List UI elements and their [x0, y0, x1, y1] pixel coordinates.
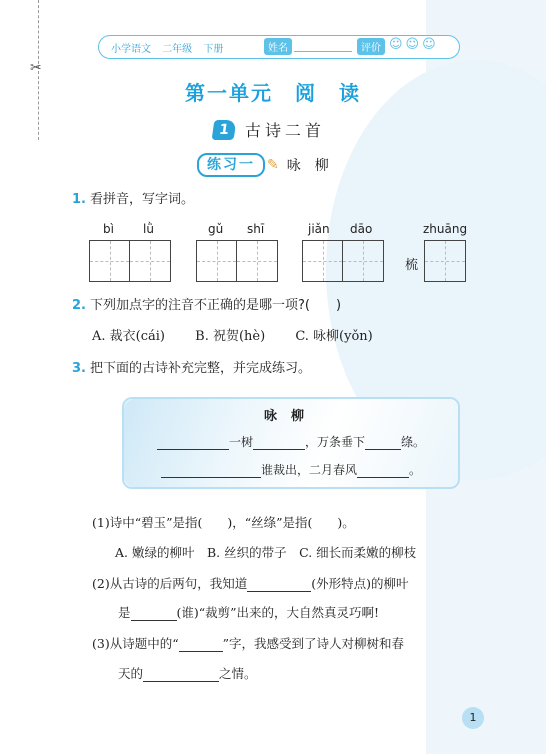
sub-text: 是 [118, 605, 131, 620]
scissors-icon: ✂ [30, 60, 42, 76]
unit-title: 第一单元 阅 读 [185, 81, 361, 105]
question-text: 下列加点字的注音不正确的是哪一项?( ) [89, 298, 342, 313]
writing-cell[interactable] [197, 241, 237, 281]
poem-blank[interactable] [253, 436, 305, 450]
subquestion-2-line-2 [118, 603, 379, 621]
page-number: 1 [462, 707, 484, 729]
answer-blank[interactable] [131, 607, 177, 621]
poem-line-2 [124, 461, 458, 478]
subquestion-1-options: A. 嫩绿的柳叶 B. 丝织的带子 C. 细长而柔嫩的柳枝 [115, 545, 417, 560]
option-b[interactable]: B. 祝贺(hè) [195, 329, 266, 344]
sub-text: 天的 [118, 666, 144, 681]
poem-blank[interactable] [157, 436, 229, 450]
practice-heading [197, 153, 343, 177]
name-field[interactable] [294, 51, 352, 52]
sub-text: (谁)“裁剪”出来的，大自然真灵巧啊! [176, 605, 380, 620]
subquestion-3-line-1 [92, 634, 404, 652]
poem-card [122, 397, 460, 489]
name-label: 姓名 [264, 38, 292, 55]
poem-title: 咏柳 [263, 409, 318, 424]
given-character: 梳 [405, 258, 419, 273]
subquestion-3-line-2 [118, 664, 257, 682]
subject-label: 小学语文 [111, 43, 151, 55]
pinyin-label: zhuāng [423, 222, 468, 236]
poem-blank[interactable] [357, 464, 409, 478]
answer-options [92, 325, 399, 344]
writing-cell[interactable] [130, 241, 170, 281]
writing-cell[interactable] [425, 241, 465, 281]
writing-cell[interactable] [90, 241, 130, 281]
pinyin-label: lǜ [143, 222, 154, 236]
answer-blank[interactable] [143, 668, 219, 682]
question-number: 1. [72, 192, 86, 207]
question-number: 2. [72, 298, 86, 313]
pinyin-label: bì [103, 222, 114, 236]
pinyin-label: jiǎn [308, 222, 330, 236]
sub-text: (2)从古诗的后两句，我知道 [92, 576, 248, 591]
header-bar [98, 35, 460, 59]
question-text: 看拼音，写字词。 [89, 192, 194, 207]
question-1 [72, 188, 194, 207]
poem-blank[interactable] [365, 436, 401, 450]
subquestion-1: (1)诗中“碧玉”是指( )，“丝绦”是指( )。 [92, 515, 355, 530]
sub-text: ”字，我感受到了诗人对柳树和春 [222, 636, 405, 651]
writing-cell[interactable] [303, 241, 343, 281]
writing-grid[interactable] [89, 240, 171, 282]
poem-line-1 [124, 433, 458, 450]
subquestion-2-line-1 [92, 574, 408, 592]
writing-cell[interactable] [237, 241, 277, 281]
poem-text: 谁裁出，二月春风 [260, 463, 357, 477]
sub-text: (外形特点)的柳叶 [311, 576, 409, 591]
grade-label: 二年级 [162, 43, 193, 55]
question-3 [72, 357, 311, 376]
term-label: 下册 [203, 43, 224, 55]
option-c[interactable]: C. 咏柳(yǒn) [295, 329, 373, 344]
pinyin-label: dāo [350, 222, 373, 236]
poem-text: 。 [409, 463, 422, 477]
lesson-title: 古诗二首 [245, 121, 326, 140]
question-text: 把下面的古诗补充完整，并完成练习。 [89, 361, 311, 376]
question-2 [72, 294, 341, 313]
lesson-number-badge: 1 [212, 120, 237, 140]
writing-cell[interactable] [343, 241, 383, 281]
sub-text: (3)从诗题中的“ [92, 636, 179, 651]
eval-label: 评价 [357, 38, 385, 55]
writing-grid[interactable] [196, 240, 278, 282]
practice-title: 咏柳 [286, 158, 343, 174]
poem-text: 一树 [228, 435, 253, 449]
answer-blank[interactable] [247, 578, 311, 592]
lesson-heading [213, 118, 325, 141]
option-a[interactable]: A. 裁衣(cái) [92, 329, 165, 344]
practice-tag: 练习一 [197, 153, 265, 177]
pinyin-label: shī [247, 222, 265, 236]
poem-text: 绦。 [401, 435, 426, 449]
smiley-faces-icon[interactable]: ☺☺☺ [389, 37, 439, 52]
poem-text: ，万条垂下 [304, 435, 365, 449]
writing-grid[interactable] [302, 240, 384, 282]
writing-grid[interactable] [424, 240, 466, 282]
pinyin-label: gǔ [208, 222, 224, 236]
sub-text: 之情。 [219, 666, 257, 681]
answer-blank[interactable] [179, 638, 223, 652]
breadcrumb [111, 40, 231, 55]
poem-blank[interactable] [161, 464, 261, 478]
question-number: 3. [72, 361, 86, 376]
pencil-icon: ✎ [267, 157, 279, 173]
